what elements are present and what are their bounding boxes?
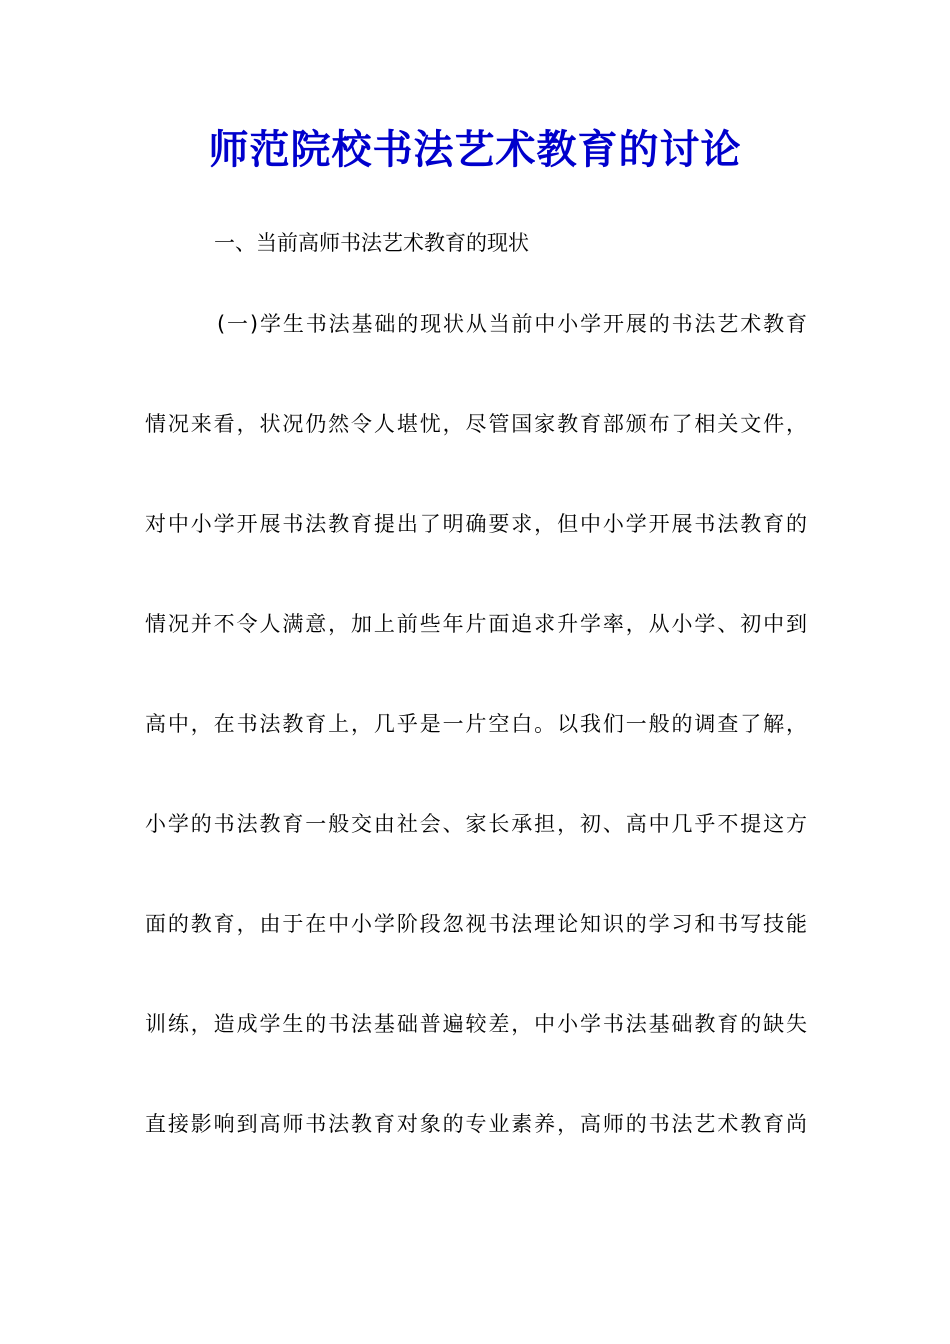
paragraph-line: (一)学生书法基础的现状从当前中小学开展的书法艺术教育 [217,312,807,336]
paragraph-line: 训练，造成学生的书法基础普遍较差，中小学书法基础教育的缺失 [145,1012,807,1036]
paragraph-line: 直接影响到高师书法教育对象的专业素养，高师的书法艺术教育尚 [145,1112,807,1136]
paragraph-line: 情况来看，状况仍然令人堪忧，尽管国家教育部颁布了相关文件， [145,412,807,436]
paragraph-line: 对中小学开展书法教育提出了明确要求，但中小学开展书法教育的 [145,512,807,536]
section-heading: 一、当前高师书法艺术教育的现状 [214,231,529,255]
paragraph-line: 小学的书法教育一般交由社会、家长承担，初、高中几乎不提这方 [145,812,807,836]
paragraph-line: 面的教育，由于在中小学阶段忽视书法理论知识的学习和书写技能 [145,912,807,936]
paragraph-line: 高中，在书法教育上，几乎是一片空白。以我们一般的调查了解， [145,712,807,736]
paragraph-line: 情况并不令人满意，加上前些年片面追求升学率，从小学、初中到 [145,612,807,636]
document-title: 师范院校书法艺术教育的讨论 [208,126,742,173]
paragraph [145,308,807,1208]
